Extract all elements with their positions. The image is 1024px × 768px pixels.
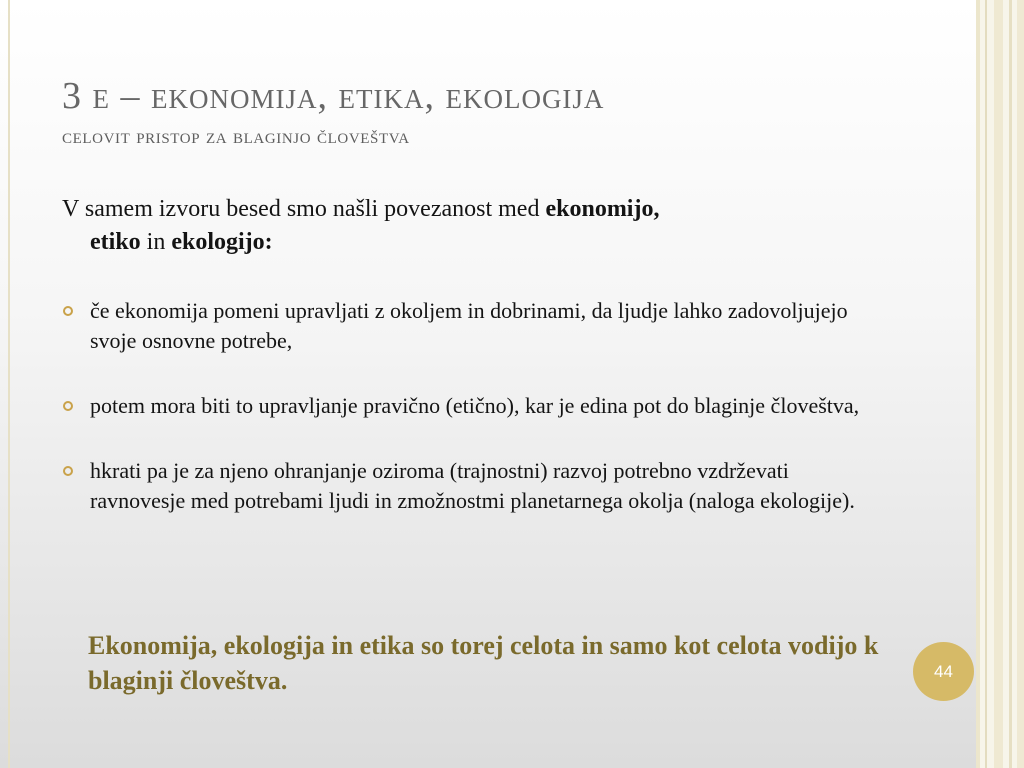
page-number-badge [913, 642, 974, 701]
right-decorative-frame [976, 0, 1024, 768]
bullet-circle-icon [63, 466, 73, 476]
intro-bold-etiko: etiko [90, 229, 141, 255]
list-item [62, 456, 882, 516]
slide-subtitle: celovit pristop za blaginjo človeštva [62, 124, 410, 148]
slide-title: 3 e – ekonomija, etika, ekologija [62, 75, 605, 117]
intro-bold-ekologijo: ekologijo: [171, 229, 273, 255]
intro-bold-ekonomijo: ekonomijo, [545, 196, 660, 222]
intro-continuation [62, 226, 882, 259]
bullet-circle-icon [63, 306, 73, 316]
conclusion-text: Ekonomija, ekologija in etika so torej celota in samo kot celota vodijo k blaginji človeštva. [88, 631, 879, 695]
bullet-text: hkrati pa je za njeno ohranjanje oziroma (trajnostni) razvoj potrebno vzdrževati ravnovesje med potrebami ljudi in zmožnostmi planetarnega okolja (naloga ekologije). [90, 458, 855, 513]
list-item [62, 296, 882, 356]
bullet-text: potem mora biti to upravljanje pravično (etično), kar je edina pot do blaginje človeštva, [90, 393, 860, 418]
intro-lead-text: V samem izvoru besed smo našli povezanost med [62, 196, 546, 222]
bullet-circle-icon [63, 401, 73, 411]
left-border-rule [8, 0, 10, 768]
intro-paragraph [62, 193, 882, 259]
list-item [62, 391, 882, 421]
page-number: 44 [934, 661, 953, 681]
bullet-text: če ekonomija pomeni upravljati z okoljem in dobrinami, da ljudje lahko zadovoljujejo svoje osnovne potrebe, [90, 298, 848, 353]
intro-mid-text: in [140, 229, 172, 255]
bullet-list [62, 296, 882, 516]
